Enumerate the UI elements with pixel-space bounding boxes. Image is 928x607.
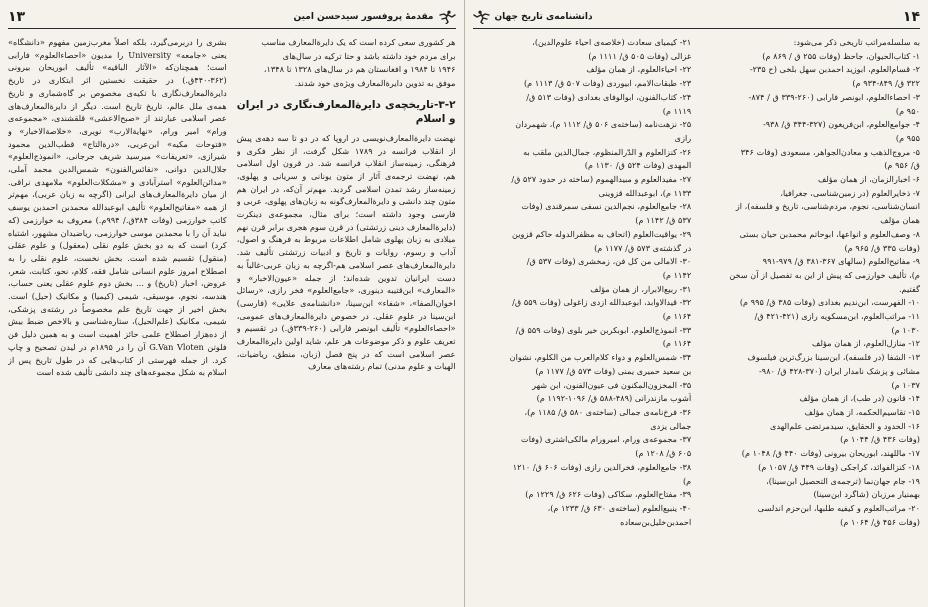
- list-item: المهدی (وفات ۵۲۴ ق/ ۱۱۳۰ م): [584, 160, 692, 171]
- list-item: گفتیم.: [898, 283, 920, 294]
- left-page-columns: [8, 36, 456, 603]
- list-item: ۲۲- احیاءالعلوم، از همان مؤلف: [586, 64, 692, 75]
- list-item: ۱۱۴۲ م): [662, 269, 692, 280]
- left-page-left-column: [8, 36, 227, 603]
- right-page-left-column: [473, 36, 692, 603]
- text-line: موفق به تدوین دایرةالمعارف ویژه‌ی خود شدند.: [294, 78, 456, 89]
- list-item: ۴۰- ینبیع‌العلوم (ساخته‌ی ۶۳۰ ق/ ۱۲۳۳ م)،: [547, 502, 692, 513]
- list-item: (وفات ۳۳۵ ق/ ۹۶۵ م): [844, 242, 920, 253]
- list-item: ۱۰۳۷ م): [891, 379, 920, 390]
- list-item: ۳۲۲ ق/ ۸۴۹-۹۳۴ م): [852, 78, 920, 89]
- list-item: ۳۰- الامالی من کل فن، زمخشری (وفات ۵۳۷ ق/: [526, 256, 692, 267]
- list-item: ۲۰- مراتب‌العلوم و کیفیه طلبها، ابن‌حزم اندلسی: [757, 502, 920, 513]
- list-item: بهمنیار مرزبان (شاگرد ابن‌سینا): [813, 489, 920, 500]
- list-item: رازی: [674, 132, 692, 143]
- list-item: ۲۹- یواقیت‌العلوم (اتحاف به مظفرالدوله حاکم قزوین: [511, 228, 692, 239]
- left-page-number: ۱۳: [8, 9, 26, 25]
- list-item: ۳۷- مجموعه‌ی ورام، امیرورام مالکی‌اشتری (وفات: [521, 434, 692, 445]
- list-item: ۹۵۵ م): [895, 132, 920, 143]
- list-item: ۱۱۱۹ م): [662, 105, 692, 116]
- list-item: ۱۷- ماللهند، ابوریحان بیرونی (وفات ۴۴۰ ق/ ۱۰۴۸ م): [741, 448, 920, 459]
- list-item: آشوب مازندرانی (۴۸۹-۵۸۸ ق/ ۱۰۹۶-۱۱۹۲ م): [536, 393, 692, 404]
- list-item: ۲۵- نزهت‌نامه (ساخته‌ی ۵۰۶ ق/ ۱۱۱۲ م)، شهمردان: [515, 119, 692, 130]
- list-item: ۹۵۰ م): [895, 105, 920, 116]
- list-item: ۱۲- منازل‌العلوم، از همان مؤلف: [812, 338, 920, 349]
- list-item: بن سعید حمیری یمنی (وفات ۵۷۳ ق/ ۱۱۷۷ م): [535, 365, 692, 376]
- right-header-title: دانشنامه‌ی تاریخ جهان: [494, 12, 593, 22]
- right-header-title-group: [473, 10, 593, 24]
- list-item: ۱۱۶۴ م): [662, 338, 692, 349]
- list-item: ق/ ۹۵۶ م): [884, 160, 920, 171]
- list-item: ۱۶- الحدود و الحقایق، سیدمرتضی علم‌الهدی: [770, 420, 920, 431]
- list-item: م)، تألیف خوارزمی که پیش از این به تفصیل از آن سخن: [729, 269, 920, 280]
- section-title: ۳-۲-تاریخچه‌ی دایرةالمعارف‌نگاری در ایران و اسلام: [236, 98, 456, 125]
- text-line: برای مردم خود داشته باشد و حتا ترکیه در سال‌های: [282, 50, 456, 61]
- list-item: ۳۶- فرخ‌نامه‌ی جمالی (ساخته‌ی ۵۸۰ ق/ ۱۱۸۵ م)،: [524, 406, 692, 417]
- list-item: ۱۴- قانون (در طب)، از همان مؤلف: [799, 393, 920, 404]
- right-page-columns: [473, 36, 921, 603]
- list-item: ۳۵- المخزون‌المکنون فی عیون‌الفنون، ابن شهر: [532, 379, 692, 390]
- left-page-right-column: [237, 36, 456, 603]
- list-item: ۳۳- انموذج‌العلوم، ابوبکربن خیر بلوی (وفات ۵۵۹ ق/: [515, 324, 692, 335]
- right-page: [465, 0, 928, 607]
- continued-paragraph: بشری را دربرمی‌گیرد، بلکه اصلاً مغرب‌زمین مفهوم «دانشگاه» یعنی «جامعه» University را مدیون «احصاءالعلوم» فارابی است؛ همچنان‌که «الآثار الباقیه» تألیف ابوریحان بیرونی (۳۶۲-۴۴۰ق.) در حقیقت نخستین اثر ابتکاری در تاریخ دایرةالمعارف‌نگاری با تکیه‌ی مخصوص بر گاه‌شماری و تاریخ همه‌ی ملل عالم، تاریخ تاریخ است. دیگر از دایرةالمعارف‌های عصر اسلامی عبارتند از «صبح‌الاعشی» قلقشندی، «مجموعه‌ی ورام» امیر ورام، «نهایةالارب» نویری، «خلاصةالاخبار» و «فتوحات مکیه» ابن‌عربی، «درةالتاج» قطب‌الدین محمود شیرازی، «تعریفات» میرسید شریف جرجانی، «انموذج‌العلوم» جلال‌الدین دوانی، «نفائس‌الفنون» شمس‌الدین محمد آملی، «مدائن‌العلوم» استرآبادی و «مشکلات‌العلوم» ملامهدی نراقی. از میان دایرةالمعارف‌های ایرانی (اگرچه به زبان عربی)، مهم‌تر از همه «مفاتیح‌العلوم» تألیف ابوعبدالله محمدبن احمدبن یوسف کاتب خوارزمی (وفات ۳۸۴ق./ ۹۹۴م.) معروف به خوارزمی (که نباید آن را با محمدبن موسی خوارزمی، ریاضیدان مشهور، اشتباه کرد) است که به دو بخش علوم نقلی (معقول) و علوم عقلی (منقول) تقسیم شده است. بخش نخست، علوم نقلی را به اصطلاح امروز علوم انسانی شامل فقه، کلام، نحو، کتابت، شعر، عروض، اخبار (تاریخ) و ... بخش دوم علوم عقلی یعنی حساب، هندسه، نجوم، موسیقی، شیمی (کیمیا) و مکانیک (حیل) است. بخش اخیر از جهت تاریخ علم مخصوصاً در رشته‌ی پزشکی، شیمی، مکانیک (علم‌الحیل)، ستاره‌شناسی و بالاخص ضبط بیش از ده‌هزار اصطلاح علمی حائز اهمیت است و به همین دلیل فن فلوتن G.Van Vloten آن را در ۱۸۹۵م در لیدن تصحیح و چاپ کرد. از جمله فهرستی از کتاب‌هایی که در طول تاریخ پس از اسلام به شکل مجموعه‌های چند دانشی تألیف شده است: [8, 37, 227, 378]
- list-item: ۳۱- ربیع‌الابرار، از همان مؤلف: [590, 283, 692, 294]
- list-item: ۱- کتاب‌الحیوان، جاحظ (وفات ۲۵۵ ق / ۸۶۹ م): [762, 50, 920, 61]
- running-figure-icon: [473, 10, 491, 24]
- list-item: ۱۹- جام جهان‌نما (ترجمه‌ی التحصیل ابن‌سینا)،: [766, 475, 920, 486]
- list-item: جمالی یزدی: [650, 420, 692, 431]
- list-item: م): [682, 475, 692, 486]
- right-page-header: [473, 6, 921, 29]
- list-item: ۶- اخبارالزمان، از همان مؤلف: [817, 174, 920, 185]
- left-header-title-group: [293, 10, 455, 24]
- list-item: همان مؤلف: [880, 215, 920, 226]
- list-item: ۱۸- کنزالفوائد، کراجکی (وفات ۴۴۹ ق/ ۱۰۵۷ م): [758, 461, 920, 472]
- text-line: ۱۹۴۶ تا ۱۹۸۴ و افغانستان هم در سال‌های ۱۳۲۸ تا ۱۳۴۸،: [263, 64, 456, 75]
- list-item: ۱۰- الفهرست، ابن‌ندیم بغدادی (وفات ۳۸۵ ق/ ۹۹۵ م): [739, 297, 920, 308]
- left-header-title: مقدمهٔ پروفسور سیدحسن امین: [293, 12, 434, 22]
- list-item: مشائی و پزشک نامدار ایران (۳۷۰-۴۲۸ ق/ ۹۸۰-: [759, 365, 920, 376]
- section-paragraph: نهضت دایرةالمعارف‌نویسی در اروپا که در دو تا سه دهه‌ی پیش از انقلاب فرانسه در ۱۷۸۹ شکل گرفت، از نظر فکری و فرهنگی، زمینه‌ساز انقلاب فرانسه شد. در قرون اول اسلامی هم، نهضت ترجمه‌ی آثار از متون یونانی و سریانی و پهلوی، زمینه‌ساز رشد تمدن اسلامی گردید. مهم‌تر آن‌که، در ایران هم متون چند دانشی و دایرةالمعارف‌گونه به زبان‌های پهلوی، عربی و فارسی وجود داشته است؛ برای مثال، مجموعه‌ی دینکرت (دایرةالمعارف دینی زرتشتی) در قرن سوم هجری برابر قرن نهم میلادی به زبان پهلوی شامل اطلاعات مربوط به فرهنگ و اصول، آداب و رسوم، روایات و تاریخ و ادبیات زرتشتی تألیف شد. دایرةالمعارف‌های عصر اسلامی هم-اگرچه به زبان عربی-غالباً به دست ایرانیان تدوین شده‌اند؛ از جمله «عیون‌الاخبار» و «المعارف» ابن‌قتیبه دینوری، «جامع‌العلوم» فخر رازی، «رسائل اخوان‌الصفا»، «شفاء» ابن‌سینا، «دانشنامه‌ی علایی» (فارسی) ابن‌سینا در علوم عقلی. در خصوص دایرةالمعارف‌های عمومی، «احصاءالعلوم» تألیف ابونصر فارابی (۲۶۰-۳۳۹ق.) در تقسیم و تعریف علوم و ذکر موضوعات هر علم، شاید اولین دایرةالمعارف عصر اسلامی است که در پنج فصل (زبان، منطق، ریاضیات، الهیات و علوم مدنی) تمام رشته‌های معارف: [236, 132, 456, 372]
- list-item: ۲۷- مفیدالعلوم و مبیدالهموم (ساخته در حدود ۵۲۷ ق/: [511, 174, 692, 185]
- list-item: ۹- مفاتیح‌العلوم (سالهای ۳۶۷-۳۸۱ ق/ ۹۷۹-۹۹۱: [762, 256, 920, 267]
- list-item: ۲۳- طبقات‌الامم، ابیوردی (وفات ۵۰۷ ق/ ۱۱۱۳ م): [523, 78, 692, 89]
- list-item: ۱۱۳۳ م)، ابوعبدالله قزوینی: [598, 187, 692, 198]
- list-item: ۱۱- مراتب‌العلوم، ابن‌مسکویه رازی (۴۲۱-۴۲۱ ق/: [754, 311, 920, 322]
- list-item: ۱۳- الشفا (در فلسفه)، ابن‌سینا بزرگ‌ترین فیلسوف: [747, 352, 920, 363]
- list-item: ۲۴- کتاب‌الفنون، ابوالوفای بغدادی (وفات ۵۱۳ ق/: [526, 91, 692, 102]
- list-item: (وفات ۴۵۶ ق/ ۱۰۶۴ م): [840, 516, 920, 527]
- list-item: ۴- جوامع‌العلوم، ابن‌فریغون (۳۲۷-۳۴۴ ق/ ۹۳۸-: [762, 119, 920, 130]
- list-item: ۵- مروج‌الذهب و معادن‌الجواهر، مسعودی (وفات ۳۴۶: [740, 146, 920, 157]
- list-item: ۳۸- جامع‌العلوم، فخرالدین رازی (وفات ۶۰۶ ق/ ۱۲۱۰: [512, 461, 692, 472]
- list-item: ۵۳۷ ق/ ۱۱۴۲ م): [635, 215, 692, 226]
- list-item: ۲۸- جامع‌العلوم، نجم‌الدین نسفی سمرقندی (وفات: [521, 201, 692, 212]
- list-item: ۲۶- کنزالعلوم و الدّرالمنظوم، جمال‌الدین ملقب به: [523, 146, 692, 157]
- list-item: ۶۰۵ ق/ ۱۲۰۸ م): [635, 448, 692, 459]
- running-figure-icon: [438, 10, 456, 24]
- text-line: هر کشوری سعی کرده است که یک دایرةالمعارف مناسب: [261, 37, 456, 47]
- list-item: در گذشته‌ی ۵۷۳ ق/ ۱۱۷۷ م): [594, 242, 692, 253]
- list-item: ۳- احصاءالعلوم، ابونصر فارابی (۲۶۰-۳۳۹ ق / ۸۷۴-: [748, 91, 920, 102]
- right-page-number: ۱۴: [902, 9, 920, 25]
- list-item: ۱۰۳۰ م): [891, 324, 920, 335]
- list-item: ۸- وصف‌العلوم و انواعها، ابوحاتم محمدبن حیان بستی: [739, 228, 920, 239]
- list-item: انسان‌شناسی، نجوم، مردم‌شناسی، تاریخ و فلسفه)، از: [735, 201, 920, 212]
- right-page-right-column: [701, 36, 920, 603]
- list-item: ۳۴- شمس‌العلوم و دواء کلام‌العرب من الکلوم، نشوان: [509, 352, 692, 363]
- list-item: ۱۱۶۴ م): [662, 311, 692, 322]
- list-item: ۳۹- مفتاح‌العلوم، سکاکی (وفات ۶۲۶ ق/ ۱۲۲۹ م): [525, 489, 692, 500]
- list-item: ۱۵- تقاسیم‌الحکمه، از همان مؤلف: [804, 406, 920, 417]
- left-page-header: [8, 6, 456, 29]
- list-item: (وفات ۴۳۶ ق/ ۱۰۴۴ م): [840, 434, 920, 445]
- list-item: ۷- ذخایرالعلوم (در زمین‌شناسی، جغرافیا،: [780, 187, 920, 198]
- list-item: ۳۲- قیدالاوابد، ابوعبدالله ازدی زاغولی (وفات ۵۵۹ ق/: [512, 297, 692, 308]
- list-item: ۲۱- کیمیای سعادت (خلاصه‌ی احیاء علوم‌الدین)،: [532, 37, 692, 47]
- list-item: ۲- قسام‌العلوم، ابوزید احمدبن سهل بلخی (ح ۲۳۵-: [749, 64, 920, 75]
- list-item: غزالی (وفات ۵۰۵ ق/ ۱۱۱۱ م): [588, 50, 692, 61]
- list-item: احمدبن‌خلیل‌بن‌سعاده: [620, 516, 692, 527]
- list-item: به سلسله‌مراتب تاریخی ذکر می‌شود:: [793, 37, 920, 47]
